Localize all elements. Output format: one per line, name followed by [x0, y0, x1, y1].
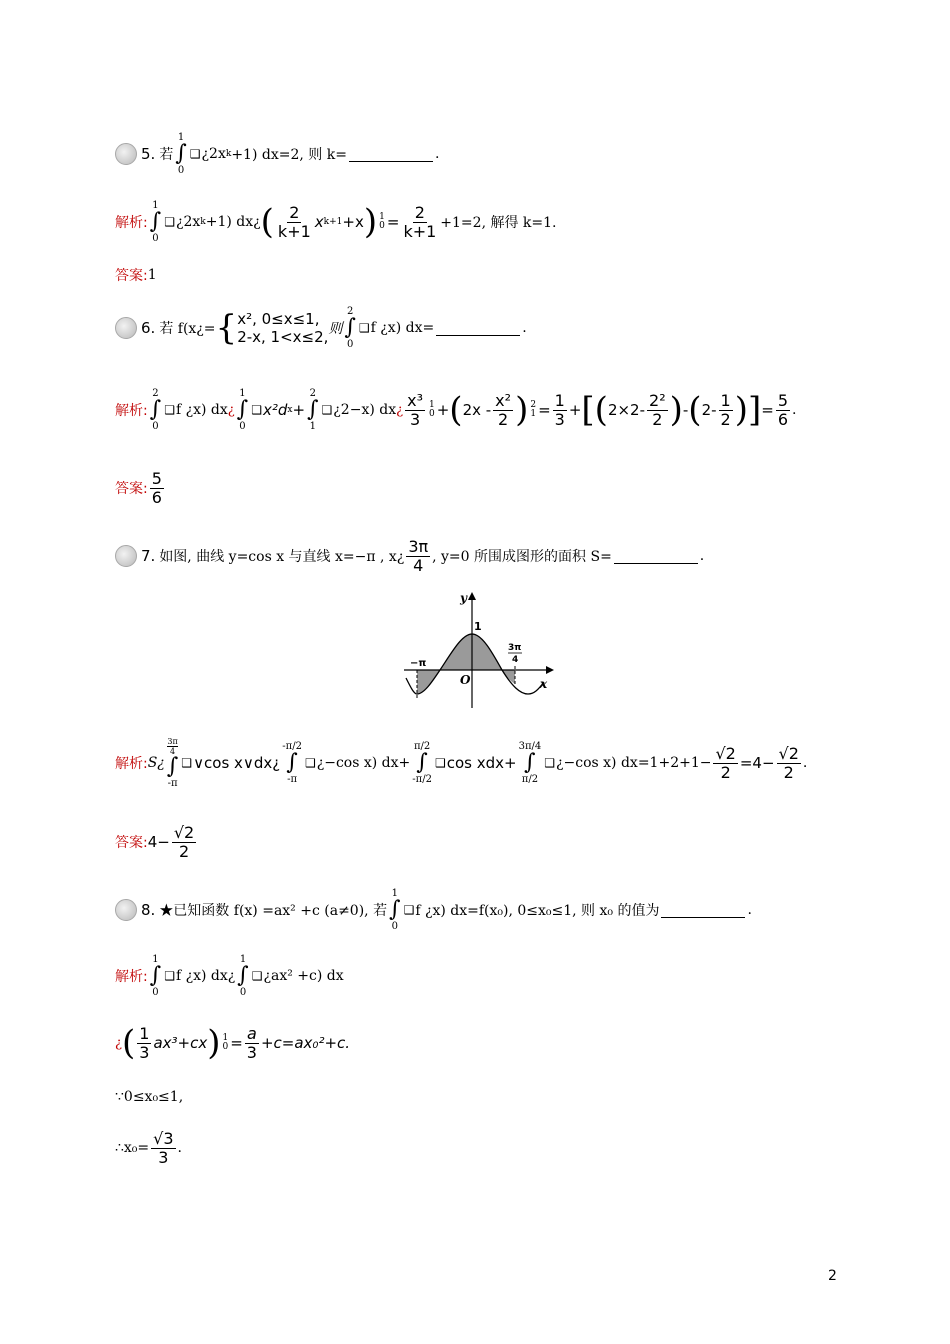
q8-answer-blank[interactable]: [661, 903, 745, 918]
q6-s-plus: +: [292, 401, 306, 419]
q6-s-e2: 2 1: [530, 400, 537, 419]
q8-s-int2-body: ¿ax² +c) dx: [263, 968, 344, 984]
q6-cases: [237, 310, 328, 346]
q5-sol-exp: k: [200, 217, 206, 227]
left-bracket: [: [581, 390, 595, 430]
q7-answer-blank[interactable]: [614, 549, 698, 564]
q8-integral: 1 ∫ 0: [389, 888, 401, 932]
q6-s-q1: ¿: [227, 402, 235, 418]
q7-s-int3-body: cos xdx+: [446, 754, 517, 772]
q7-solution: [115, 722, 807, 804]
box-glyph-icon: ❑: [544, 756, 556, 770]
q6-s-f1: $\frac{\text{x³}}{3}$: [407, 390, 423, 429]
q6-integrand: f ¿x) dx=: [370, 320, 435, 336]
q6-s-eq2: =: [761, 401, 774, 419]
q5-sol-label: 解析:: [115, 215, 148, 231]
q5-sol-x: x: [314, 213, 324, 231]
box-glyph-icon: ❑: [251, 403, 262, 417]
q6-s-int1: 2 ∫ 0: [149, 388, 162, 432]
fig-x-label: x: [540, 677, 548, 691]
q6-s-f6: $\frac{5}{6}$: [777, 390, 789, 429]
q6-s-plus2: +: [568, 401, 582, 419]
q7-s-int3: π/2 ∫ -π/2: [412, 741, 432, 785]
q6-s-f2: $\frac{\text{x²}}{2}$: [495, 390, 512, 429]
q7-s-int1-body: ∨cos x∨dx¿: [193, 754, 281, 772]
q6-s-f5: $\frac{1}{2}$: [720, 390, 731, 429]
q7-frac: $\frac{3\pi}{4}$: [408, 536, 429, 575]
q5-end: .: [434, 146, 440, 162]
cosine-figure: [398, 590, 558, 714]
q6-s-f3: $\frac{1}{3}$: [554, 390, 565, 429]
q7-s-int4-body: ¿−cos x) dx=1+2+1−: [556, 755, 712, 771]
q8-solution-line3: [115, 1086, 183, 1108]
q7-ans-frac: $\frac{√2}{2}$: [173, 822, 195, 861]
q7-s-r2: $\frac{√2}{2}$: [778, 743, 799, 782]
q5-sol-integral: 1 ∫ 0: [149, 200, 162, 244]
q8-s-int1: 1 ∫ 0: [149, 954, 162, 998]
bullet-icon: [115, 545, 137, 567]
q8-solution-line4: [115, 1126, 182, 1170]
box-glyph-icon: ❑: [251, 969, 263, 983]
box-glyph-icon: ❑: [164, 215, 175, 229]
shaded-region-left: [417, 670, 440, 694]
q7-ans-label: 答案:: [115, 835, 148, 851]
q5-answer: [115, 264, 157, 286]
q7-s-S: S¿: [147, 755, 165, 771]
q7-end: .: [699, 548, 705, 564]
q6-case2: 2-x, 1<x≤2,: [237, 328, 329, 346]
q6-s-minus: -: [682, 401, 689, 419]
q6-s-int3: 2 ∫ 1: [307, 388, 319, 432]
q5-ans-value: 1: [147, 267, 157, 283]
q7-number: 7.: [141, 547, 156, 565]
fig-3pi-num: 3π: [508, 643, 522, 653]
q6-s-end: .: [792, 402, 797, 418]
q8-s-int1-body: f ¿x) dx¿: [175, 968, 236, 984]
q5-integral: 1 ∫ 0: [175, 132, 187, 176]
q8-l4-pre: ∴x₀=: [115, 1140, 150, 1156]
q5-ans-label: 答案:: [115, 268, 148, 284]
right-paren: ): [669, 390, 683, 430]
fig-3pi-den: 4: [512, 655, 519, 665]
q7-s-eq: =4−: [739, 754, 775, 772]
left-paren: (: [594, 390, 608, 430]
q6-s-x: x: [287, 405, 293, 415]
q5-exp: k: [225, 149, 232, 159]
box-glyph-icon: ❑: [358, 321, 370, 335]
q6-question: [115, 300, 527, 356]
q8-number: 8.: [141, 901, 156, 919]
q6-solution: [115, 380, 796, 440]
q8-text: ★已知函数 f(x) =ax² +c (a≠0), 若: [159, 903, 388, 919]
q6-s-int2: 1 ∫ 0: [236, 388, 249, 432]
x-axis-arrow: [546, 666, 554, 674]
q8-s-int2: 1 ∫ 0: [237, 954, 249, 998]
fig-origin-label: O: [460, 673, 471, 687]
q5-sol-frac2: $\frac{2}{k+1}$: [403, 202, 437, 241]
q6-s-br2: 2-: [701, 401, 717, 419]
right-paren: ): [734, 390, 748, 430]
q7-ans-pre: 4−: [147, 833, 170, 851]
q5-sol-eval: 1 0: [379, 212, 385, 231]
fig-neg-pi-label: −π: [410, 658, 427, 669]
q8-l2-mid: ax³+cx: [153, 1034, 208, 1052]
q5-integrand-tail: +1) dx=2, 则 k=: [231, 147, 347, 163]
q7-text2: , y=0 所围成图形的面积 S=: [432, 549, 612, 565]
right-bracket: ]: [747, 390, 762, 430]
q6-s-eq1: =: [538, 401, 551, 419]
q6-s-int3-body: ¿2−x) dx: [333, 402, 397, 418]
q6-s-br1: 2×2-: [607, 401, 646, 419]
q5-sol-mid: +1) dx¿: [205, 214, 261, 230]
q8-integrand: f ¿x) dx=f(x₀), 0≤x₀≤1, 则 x₀ 的值为: [415, 903, 660, 919]
q7-s-end: .: [802, 755, 808, 771]
q7-question: [115, 532, 704, 580]
q6-s-paren: 2x -: [462, 401, 492, 419]
q8-l4-end: .: [177, 1140, 182, 1156]
q5-sol-eq: =: [386, 213, 400, 231]
box-glyph-icon: ❑: [189, 147, 201, 161]
q6-s-e1: 1 0: [428, 400, 435, 419]
q7-answer: [115, 818, 198, 866]
q8-end: .: [747, 902, 752, 918]
q8-solution-line1: [115, 950, 344, 1002]
q5-integrand: ¿2x: [201, 146, 226, 162]
q5-solution: [115, 196, 557, 248]
q6-text: 若 f(x¿=: [159, 321, 216, 337]
fig-one-label: 1: [474, 620, 482, 633]
q5-question: [115, 128, 439, 180]
q5-sol-frac: $\frac{2}{k+1}$: [277, 202, 311, 241]
q8-solution-line2: [115, 1020, 350, 1066]
right-paren: ): [207, 1023, 221, 1063]
q5-answer-blank[interactable]: [349, 147, 433, 162]
box-glyph-icon: ❑: [403, 903, 415, 917]
q6-sol-label: 解析:: [115, 403, 148, 419]
bullet-icon: [115, 317, 137, 339]
q8-question: [115, 882, 752, 938]
q6-then: 则: [328, 321, 343, 337]
bullet-icon: [115, 143, 137, 165]
q6-number: 6.: [141, 319, 156, 337]
q8-l2-frac: $\frac{1}{3}$: [139, 1023, 150, 1062]
q6-end: .: [522, 320, 527, 336]
q7-s-int2: -π/2 ∫ -π: [282, 741, 302, 785]
box-glyph-icon: ❑: [164, 403, 175, 417]
q6-s-mid: +: [436, 401, 450, 419]
q7-text: 如图, 曲线 y=cos x 与直线 x=−π , x¿: [159, 549, 405, 565]
y-axis-arrow: [468, 592, 476, 600]
q8-l2-tail: +c=ax₀²+c.: [260, 1034, 351, 1052]
left-paren: (: [121, 1023, 136, 1063]
q5-sol-plus-x: +x: [342, 213, 364, 231]
q6-s-q2: ¿: [396, 402, 404, 418]
q8-sol-label: 解析:: [115, 969, 148, 985]
q7-s-int2-body: ¿−cos x) dx+: [316, 755, 411, 771]
q6-answer: [115, 466, 166, 510]
q7-s-r1: $\frac{√2}{2}$: [715, 743, 736, 782]
q8-l4-frac: $\frac{√3}{3}$: [153, 1128, 174, 1167]
q5-sol-integrand: ¿2x: [175, 214, 201, 230]
right-paren: ): [515, 390, 529, 430]
left-brace: {: [215, 308, 238, 348]
q7-s-int1: 3π 4 ∫ -π: [166, 737, 179, 789]
q6-ans-label: 答案:: [115, 481, 148, 497]
q7-sol-label: 解析:: [115, 756, 148, 772]
q5-number: 5.: [141, 145, 156, 163]
q5-sol-tail: +1=2, 解得 k=1.: [440, 215, 557, 231]
q6-s-f4: $\frac{\text{2²}}{2}$: [649, 390, 666, 429]
q5-ruo: 若: [159, 147, 174, 163]
q8-l2-eq: =: [230, 1034, 243, 1052]
box-glyph-icon: ❑: [434, 756, 446, 770]
q6-case1: x², 0≤x≤1,: [237, 310, 320, 328]
right-paren: ): [363, 202, 378, 242]
q5-sol-x-exp: k+1: [323, 217, 343, 227]
page-number: 2: [828, 1268, 837, 1284]
q6-integral: 2 ∫ 0: [344, 306, 356, 350]
q8-l2-q: ¿: [115, 1035, 122, 1051]
shaded-region-middle: [440, 634, 502, 670]
q6-ans-frac: $\frac{5}{6}$: [151, 468, 162, 507]
box-glyph-icon: ❑: [321, 403, 333, 417]
left-paren: (: [449, 390, 463, 430]
q7-s-int4: 3π/4 ∫ π/2: [518, 741, 542, 785]
bullet-icon: [115, 899, 137, 921]
q8-l2-frac2: $\frac{a}{3}$: [246, 1023, 257, 1062]
box-glyph-icon: ❑: [181, 756, 193, 770]
fig-y-label: y: [460, 591, 467, 605]
q8-l3: ∵0≤x₀≤1,: [115, 1089, 184, 1105]
left-paren: (: [260, 202, 274, 242]
box-glyph-icon: ❑: [164, 969, 175, 983]
q6-s-int2-body: x²d: [262, 401, 288, 419]
left-paren: (: [688, 390, 702, 430]
q8-l2-eval: 1 0: [222, 1033, 229, 1052]
q6-answer-blank[interactable]: [436, 321, 520, 336]
box-glyph-icon: ❑: [304, 756, 316, 770]
q6-s-int1-body: f ¿x) dx: [175, 402, 228, 418]
